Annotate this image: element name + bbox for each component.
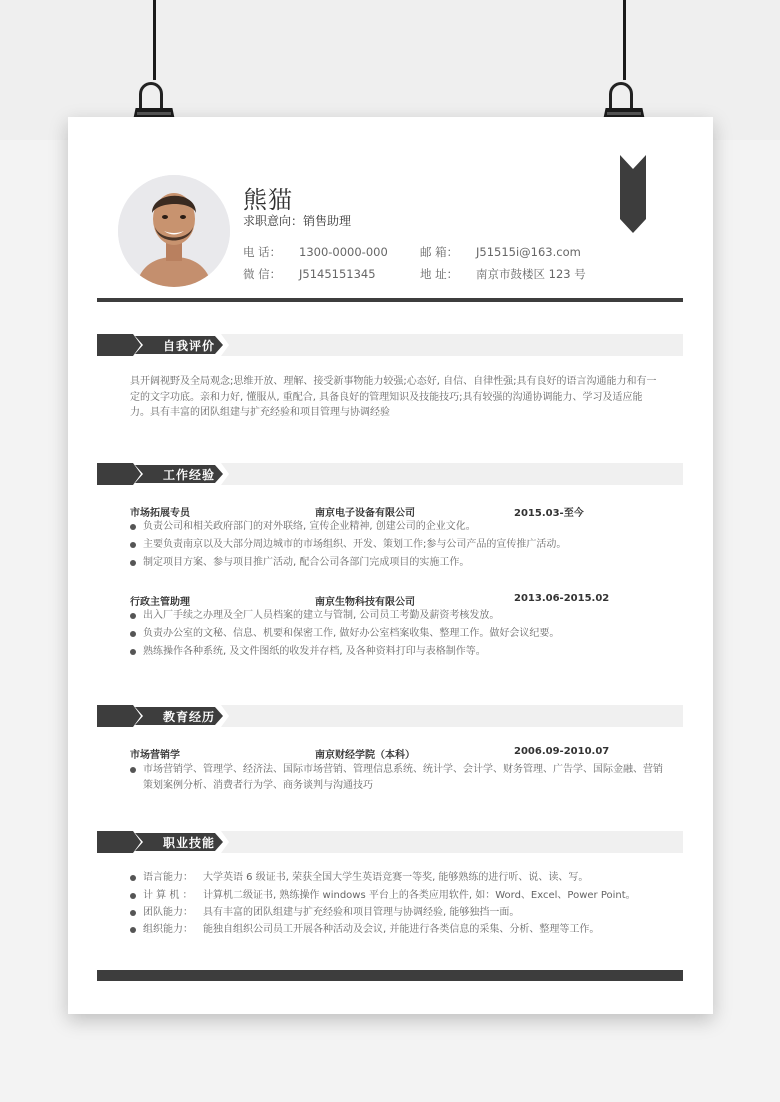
job-position: 市场拓展专员: [130, 508, 190, 519]
hanging-string-right: [623, 0, 626, 80]
section-title: 自我评价: [163, 339, 216, 353]
list-item: 负责公司和相关政府部门的对外联络, 宣传企业精神, 创建公司的企业文化。: [130, 519, 670, 535]
footer-bar: [97, 970, 683, 981]
contact-wechat: [243, 266, 376, 282]
job-position: 行政主管助理: [130, 597, 190, 608]
skill-label: 组织能力：: [143, 924, 193, 935]
section-header-education: [97, 705, 683, 727]
edu-major: 市场营销学: [130, 750, 180, 761]
self-eval-text: 具开阔视野及全局观念;思维开放、理解、接受新事物能力较强;心态好, 自信、自律性强;具有良好的语言沟通能力和有一定的文字功底。亲和力好, 懂服从, 重配合, 具备良好的管理知识及技能技巧;具有较强的沟通协调能力、学习及适应能力。具有丰富的团队组建与扩充经验和项目管理与协调经验: [130, 376, 657, 418]
job-company: 南京电子设备有限公司: [315, 508, 415, 519]
section-header-work: [97, 463, 683, 485]
email-label: 邮 箱：: [420, 245, 459, 259]
contact-email: [420, 244, 581, 260]
address-value: 南京市鼓楼区 123 号: [476, 267, 586, 281]
job-intent-value: 销售助理: [303, 214, 352, 228]
list-item: 负责办公室的文秘、信息、机要和保密工作, 做好办公室档案收集、整理工作。做好会议纪要。: [130, 626, 670, 642]
skill-label: 语言能力：: [143, 872, 193, 883]
job-company: 南京生物科技有限公司: [315, 597, 415, 608]
header-divider: [97, 298, 683, 302]
list-item: 市场营销学、管理学、经济法、国际市场营销、管理信息系统、统计学、会计学、财务管理、广告学、国际金融、营销策划案例分析、消费者行为学、商务谈判与沟通技巧: [130, 762, 670, 794]
candidate-name: 熊猫: [243, 186, 293, 214]
job-period: 2015.03-至今: [514, 508, 584, 519]
avatar: [118, 175, 230, 287]
hanging-string-left: [153, 0, 156, 80]
portrait-icon: [118, 175, 230, 287]
resume-paper: [68, 117, 713, 1014]
job-intent: [243, 212, 351, 229]
list-item: [130, 905, 670, 921]
list-item: [130, 888, 670, 904]
address-label: 地 址：: [420, 267, 459, 281]
contact-phone: [243, 244, 388, 260]
phone-label: 电 话：: [243, 245, 282, 259]
skill-text: 能独自组织公司员工开展各种活动及会议, 并能进行各类信息的采集、分析、整理等工作。: [203, 924, 600, 935]
job-intent-label: 求职意向：: [243, 214, 304, 228]
section-title: 教育经历: [163, 710, 216, 724]
email-value: J51515i@163.com: [476, 245, 581, 259]
phone-value: 1300-0000-000: [299, 245, 388, 259]
list-item: [130, 922, 670, 938]
section-header-skills: [97, 831, 683, 853]
section-title: 工作经验: [163, 468, 216, 482]
list-item: 出入厂手续之办理及全厂人员档案的建立与管制, 公司员工考勤及薪资考核发放。: [130, 608, 670, 624]
job-period: 2013.06-2015.02: [514, 593, 610, 604]
wechat-label: 微 信：: [243, 267, 282, 281]
skill-text: 计算机二级证书, 熟练操作 windows 平台上的各类应用软件, 如：Word、Excel、Power Point。: [203, 890, 636, 901]
skill-text: 大学英语 6 级证书, 荣获全国大学生英语竞赛一等奖, 能够熟练的进行听、说、读、写。: [203, 872, 589, 883]
edu-period: 2006.09-2010.07: [514, 746, 610, 757]
skill-label: 团队能力：: [143, 907, 193, 918]
list-item: [130, 870, 670, 886]
wechat-value: J5145151345: [299, 267, 376, 281]
skill-text: 具有丰富的团队组建与扩充经验和项目管理与协调经验, 能够独挡一面。: [203, 907, 520, 918]
edu-school: 南京财经学院（本科）: [315, 750, 415, 761]
section-header-self-eval: [97, 334, 683, 356]
skill-label: 计 算 机 ：: [143, 890, 193, 901]
contact-address: [420, 266, 586, 282]
list-item: 熟练操作各种系统, 及文件图纸的收发并存档, 及各种资料打印与表格制作等。: [130, 644, 670, 660]
bookmark-ribbon-icon: [620, 155, 646, 233]
list-item: 制定项目方案、参与项目推广活动, 配合公司各部门完成项目的实施工作。: [130, 555, 670, 571]
section-title: 职业技能: [163, 836, 216, 850]
list-item: 主要负责南京以及大部分周边城市的市场组织、开发、策划工作;参与公司产品的宣传推广活动。: [130, 537, 670, 553]
